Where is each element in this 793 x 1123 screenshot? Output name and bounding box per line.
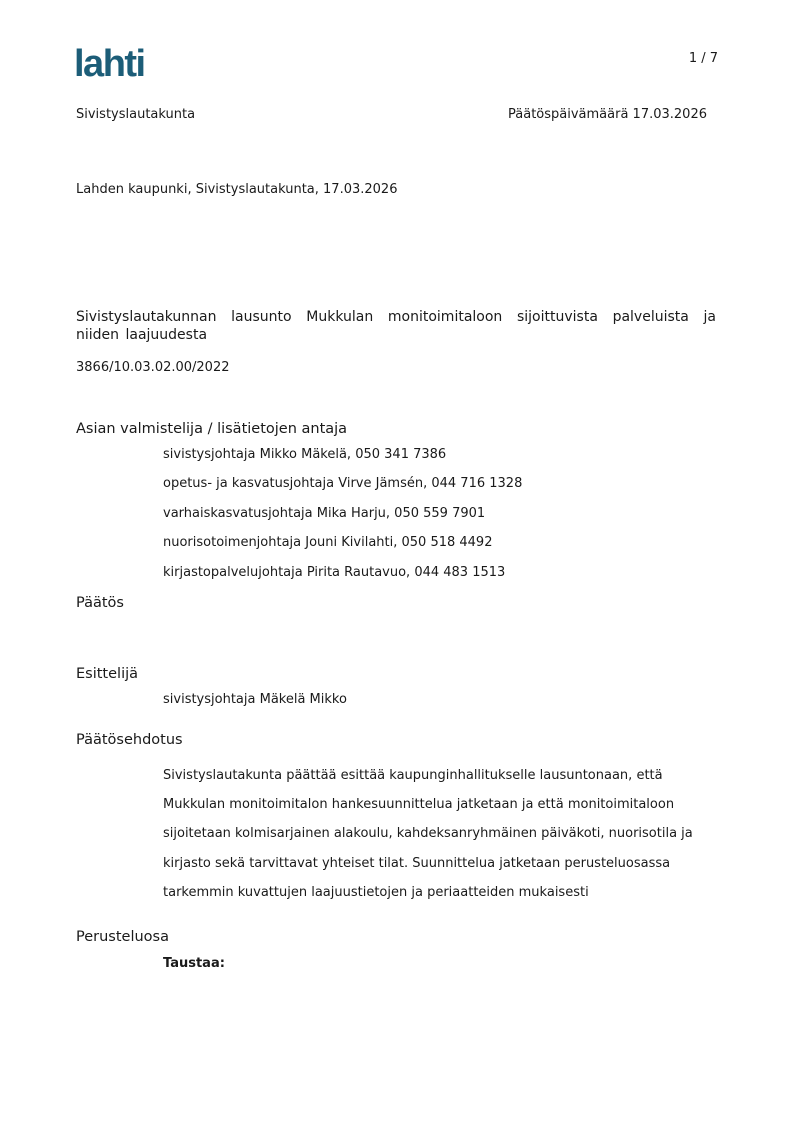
proposal-line: Sivistyslautakunta päättää esittää kaupunginhallitukselle lausuntonaan, että [163, 768, 663, 783]
proposal-heading: Päätösehdotus [76, 732, 183, 748]
city-board-date-line: Lahden kaupunki, Sivistyslautakunta, 17.03.2026 [76, 182, 398, 197]
preparer-item: opetus- ja kasvatusjohtaja Virve Jämsén, 044 716 1328 [163, 476, 523, 491]
decision-date: Päätöspäivämäärä 17.03.2026 [508, 107, 707, 122]
preparer-item: sivistysjohtaja Mikko Mäkelä, 050 341 7386 [163, 447, 447, 462]
reference-number: 3866/10.03.02.00/2022 [76, 360, 230, 375]
preparer-item: varhaiskasvatusjohtaja Mika Harju, 050 559 7901 [163, 506, 486, 521]
preparers-heading: Asian valmistelija / lisätietojen antaja [76, 421, 348, 437]
board-name: Sivistyslautakunta [76, 107, 196, 122]
proposal-line: Mukkulan monitoimitalon hankesuunnittelua jatketaan ja että monitoimitaloon [163, 797, 675, 812]
rationale-heading: Perusteluosa [76, 929, 169, 945]
preparer-item: kirjastopalvelujohtaja Pirita Rautavuo, 044 483 1513 [163, 565, 506, 580]
presenter-name: sivistysjohtaja Mäkelä Mikko [163, 692, 347, 707]
preparer-item: nuorisotoimenjohtaja Jouni Kivilahti, 050 518 4492 [163, 535, 493, 550]
proposal-line: sijoitetaan kolmisarjainen alakoulu, kahdeksanryhmäinen päiväkoti, nuorisotila ja [163, 826, 693, 841]
proposal-line: kirjasto sekä tarvittavat yhteiset tilat. Suunnittelua jatketaan perusteluosassa [163, 856, 671, 871]
background-subheading: Taustaa: [163, 956, 225, 971]
decision-heading: Päätös [76, 595, 124, 611]
lahti-logo: lahti [74, 43, 145, 85]
presenter-heading: Esittelijä [76, 666, 139, 682]
proposal-line: tarkemmin kuvattujen laajuustietojen ja periaatteiden mukaisesti [163, 885, 589, 900]
page-indicator: 1 / 7 [688, 51, 718, 66]
document-title: Sivistyslautakunnan lausunto Mukkulan monitoimitaloon sijoittuvista palveluista ja niiden laajuudesta [76, 309, 716, 343]
